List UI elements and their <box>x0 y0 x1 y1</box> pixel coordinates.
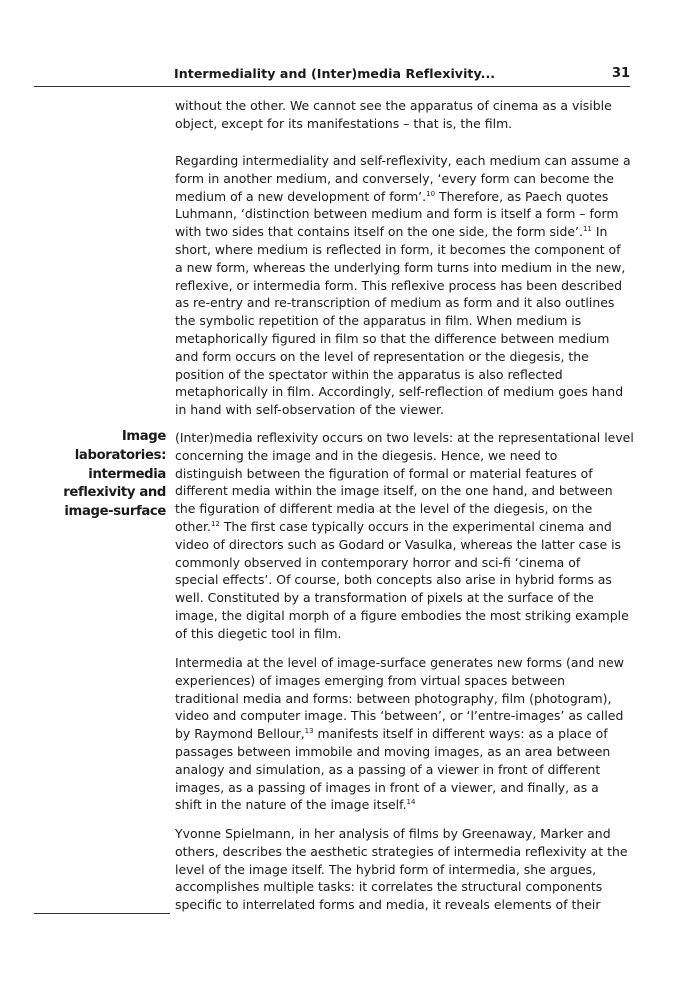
text-line: traditional media and forms: between photography, film (photogram), <box>175 690 612 706</box>
paragraph <box>175 825 630 914</box>
text-line: experiences) of images emerging from virtual spaces between <box>175 672 566 688</box>
text-line: Intermedia at the level of image-surface generates new forms (and new <box>175 655 624 670</box>
text-line: image, the digital morph of a figure embodies the most striking example <box>175 607 629 623</box>
text-line: by Raymond Bellour,$^{13}$ manifests itself in different ways: as a place of <box>175 726 608 742</box>
text-line: of this diegetic tool in film. <box>175 625 342 641</box>
text-line: a new form, whereas the underlying form turns into medium in the new, <box>175 259 626 275</box>
footnote-ref: 14 <box>406 798 416 807</box>
margin-note <box>34 428 166 522</box>
text-line: the figuration of different media at the level of the diegesis, on the <box>175 501 593 517</box>
text-line: (Inter)media reflexivity occurs on two levels: at the representational level <box>175 430 634 445</box>
text-line: accomplishes multiple tasks: it correlates the structural components <box>175 879 603 895</box>
paragraph <box>175 429 634 643</box>
text-line: in hand with self-observation of the viewer. <box>175 402 444 418</box>
text-line: form in another medium, and conversely, ‘every form can become the <box>175 170 614 186</box>
text-line: Luhmann, ‘distinction between medium and form is itself a form – form <box>175 206 619 222</box>
text-line: specific to interrelated forms and media, it reveals elements of their <box>175 897 601 913</box>
text-line: position of the spectator within the apparatus is also reflected <box>175 366 563 382</box>
text-line: other.$^{12}$ The first case typically occurs in the experimental cinema and <box>175 518 612 534</box>
text-line: with two sides that contains itself on the one side, the form side’.$^{11}$ In <box>175 224 608 240</box>
text-line: special effects’. Of course, both concepts also arise in hybrid forms as <box>175 572 612 588</box>
text-line: without the other. We cannot see the apparatus of cinema as a visible <box>175 98 612 113</box>
text-line: analogy and simulation, as a passing of a viewer in front of different <box>175 761 601 777</box>
paragraph <box>175 654 630 814</box>
text-line: Regarding intermediality and self-reflexivity, each medium can assume a <box>175 153 631 168</box>
text-line: others, describes the aesthetic strategies of intermedia reflexivity at the <box>175 843 628 859</box>
text-line: images, as a passing of images in front of a viewer, and finally, as a <box>175 779 599 795</box>
footnote-ref: 12 <box>210 519 220 528</box>
footnote-ref: 13 <box>304 727 314 736</box>
header-rule <box>34 86 630 87</box>
paragraph <box>175 97 630 133</box>
text-line: well. Constituted by a transformation of pixels at the surface of the <box>175 590 594 606</box>
text-line: the symbolic repetition of the apparatus in film. When medium is <box>175 313 582 329</box>
footnote-ref: 10 <box>426 189 436 198</box>
text-line: level of the image itself. The hybrid form of intermedia, she argues, <box>175 861 597 877</box>
text-line: shift in the nature of the image itself.$^{14}$ <box>175 797 416 813</box>
text-line: video and computer image. This ‘between’, or ‘l’entre-images’ as called <box>175 708 624 724</box>
paragraph <box>175 152 630 419</box>
header-title: Intermediality and (Inter)media Reflexivity... <box>174 66 496 81</box>
margin-note-line: laboratories: <box>74 447 166 463</box>
footnote-ref: 11 <box>582 225 592 234</box>
text-line: commonly observed in contemporary horror and sci-fi ‘cinema of <box>175 554 581 570</box>
margin-note-line: image-surface <box>64 504 166 520</box>
margin-note-line: reflexivity and <box>63 485 166 501</box>
margin-note-line: Image <box>121 429 166 444</box>
text-line: medium of a new development of form’.$^{10}$ Therefore, as Paech quotes <box>175 188 609 204</box>
text-line: metaphorically figured in film so that the difference between medium <box>175 330 610 346</box>
text-line: distinguish between the figuration of formal or material features of <box>175 465 593 481</box>
text-line: and form occurs on the level of representation or the diegesis, the <box>175 348 589 364</box>
margin-note-line: intermedia <box>88 466 166 482</box>
text-line: reflexive, or intermedia form. This reflexive process has been described <box>175 277 623 293</box>
text-line: video of directors such as Godard or Vasulka, whereas the latter case is <box>175 536 621 552</box>
text-line: concerning the image and in the diegesis. Hence, we need to <box>175 447 558 463</box>
text-line: metaphorically in film. Accordingly, self-reflection of medium goes hand <box>175 384 624 400</box>
text-line: different media within the image itself, on the one hand, and between <box>175 483 613 499</box>
text-line: as re-entry and re-transcription of medium as form and it also outlines <box>175 295 615 311</box>
text-line: short, where medium is reflected in form, it becomes the component of <box>175 241 621 257</box>
footnote-rule <box>34 913 170 914</box>
text-line: object, except for its manifestations – that is, the film. <box>175 115 513 131</box>
text-line: passages between immobile and moving images, as an area between <box>175 743 611 759</box>
text-line: Yvonne Spielmann, in her analysis of films by Greenaway, Marker and <box>175 826 611 841</box>
page-number: 31 <box>612 66 631 81</box>
